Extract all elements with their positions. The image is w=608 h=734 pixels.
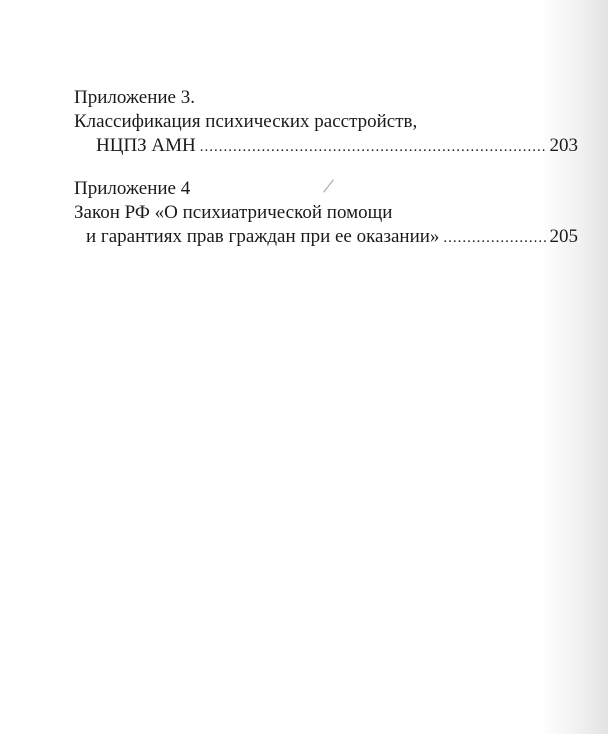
dot-leader (200, 135, 546, 159)
toc-entry-subtitle: Классификация психических расстройств, (74, 111, 418, 132)
toc-entry-heading: Приложение 3. (74, 87, 195, 108)
toc-entry-title: и гарантиях прав граждан при ее оказании» (86, 226, 440, 247)
toc-page-number: 205 (549, 226, 578, 247)
toc-entry-subtitle: Закон РФ «О психиатрической помощи (74, 202, 393, 223)
toc-page-number: 203 (549, 135, 578, 156)
toc-entry-title-line (74, 225, 578, 250)
toc-entry-appendix-3 (74, 86, 578, 159)
toc-entry-heading: Приложение 4 (74, 178, 191, 199)
toc-entry-title: НЦПЗ АМН (96, 135, 196, 156)
dot-leader (443, 226, 545, 250)
toc-entry-title-line (74, 134, 578, 159)
